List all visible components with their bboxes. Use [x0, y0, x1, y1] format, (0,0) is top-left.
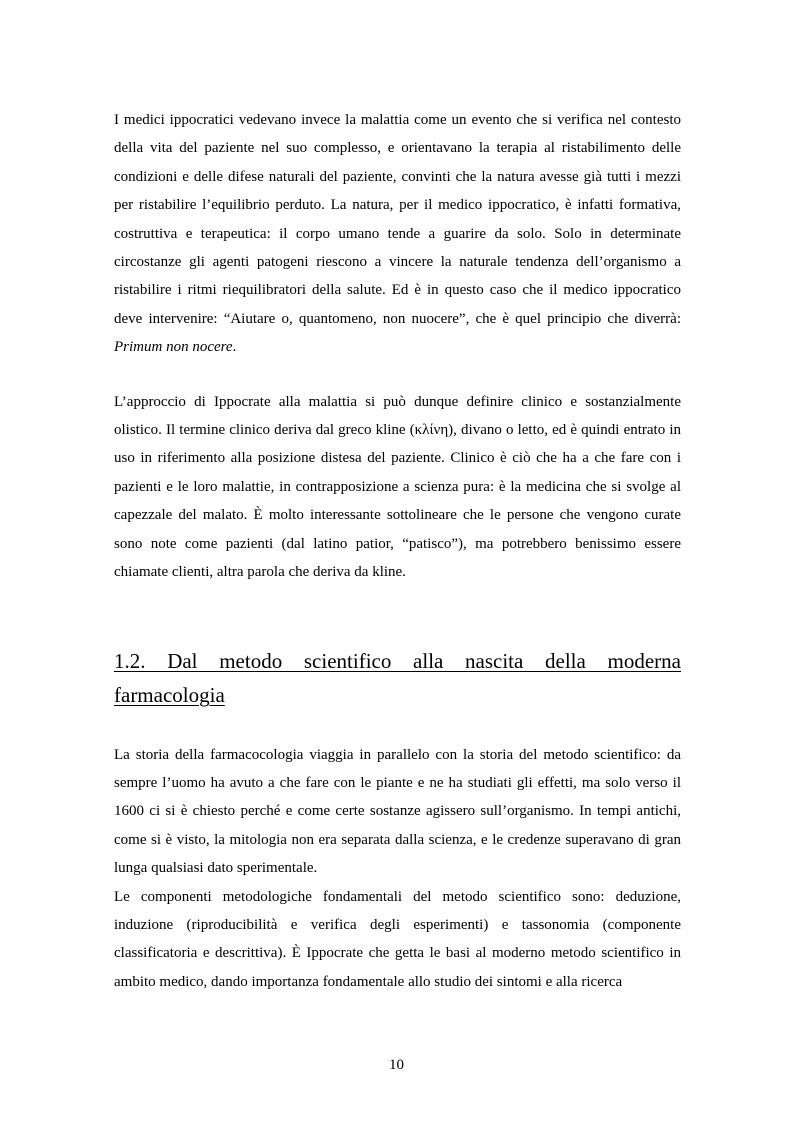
latin-maxim: Primum non nocere	[114, 339, 233, 356]
paragraph-pharmacology-history: La storia della farmacocologia viaggia in parallelo con la storia del metodo scientifico: da sempre l’uomo ha avuto a che fare con le piante e ne ha studiati gli effetti, ma solo verso il 1600 ci si è chiesto perché e come certe sostanze agissero sull’organismo. In tempi antichi, come si è visto, la mitologia non era separata dalla scienza, e le credenze superavano di gran lunga qualsiasi dato sperimentale.	[114, 746, 681, 877]
section-heading: 1.2. Dal metodo scientifico alla nascita della moderna farmacologia	[114, 648, 681, 707]
paragraph-hippocratic-medicine	[114, 106, 681, 362]
paragraph-end: .	[232, 339, 237, 356]
document-body	[114, 106, 681, 996]
page-number: 10	[389, 1057, 404, 1073]
paragraph-spacer	[114, 362, 681, 388]
paragraph-text: I medici ippocratici vedevano invece la malattia come un evento che si verifica nel contesto della vita del paziente nel suo complesso, e orientavano la terapia al ristabilimento delle condizioni e delle difese naturali del paziente, convinti che la natura avesse già tutti i mezzi per ristabilire l’equilibrio perduto. La natura, per il medico ippocratico, è infatti formativa, costruttiva e terapeutica: il corpo umano tende a guarire da solo. Solo in determinate circostanze gli agenti patogeni riescono a vincere la naturale tendenza dell’organismo a ristabilire i ritmi riequilibratori della salute. Ed è in questo caso che il medico ippocratico deve intervenire: “Aiutare o, quantomeno, non nuocere”, che è quel principio che diverrà:	[114, 112, 681, 327]
paragraph-scientific-method: Le componenti metodologiche fondamentali del metodo scientifico sono: deduzione, induzione (riproducibilità e verifica degli esperimenti) e tassonomia (componente classificatoria e descrittiva). È Ippocrate che getta le basi al moderno metodo scientifico in ambito medico, dando importanza fondamentale allo studio dei sintomi e alla ricerca	[114, 888, 681, 990]
paragraph-clinical-approach: L’approccio di Ippocrate alla malattia si può dunque definire clinico e sostanzialmente olistico. Il termine clinico deriva dal greco kline (κλίνη), divano o letto, ed è quindi entrato in uso in riferimento alla posizione distesa del paziente. Clinico è ciò che ha a che fare con i pazienti e le loro malattie, in contrapposizione a scienza pura: è la medicina che si svolge al capezzale del malato. È molto interessante sottolineare che le persone che vengono curate sono note come pazienti (dal latino patior, “patisco”), ma potrebbero benissimo essere chiamate clienti, altra parola che deriva da kline.	[114, 393, 681, 581]
